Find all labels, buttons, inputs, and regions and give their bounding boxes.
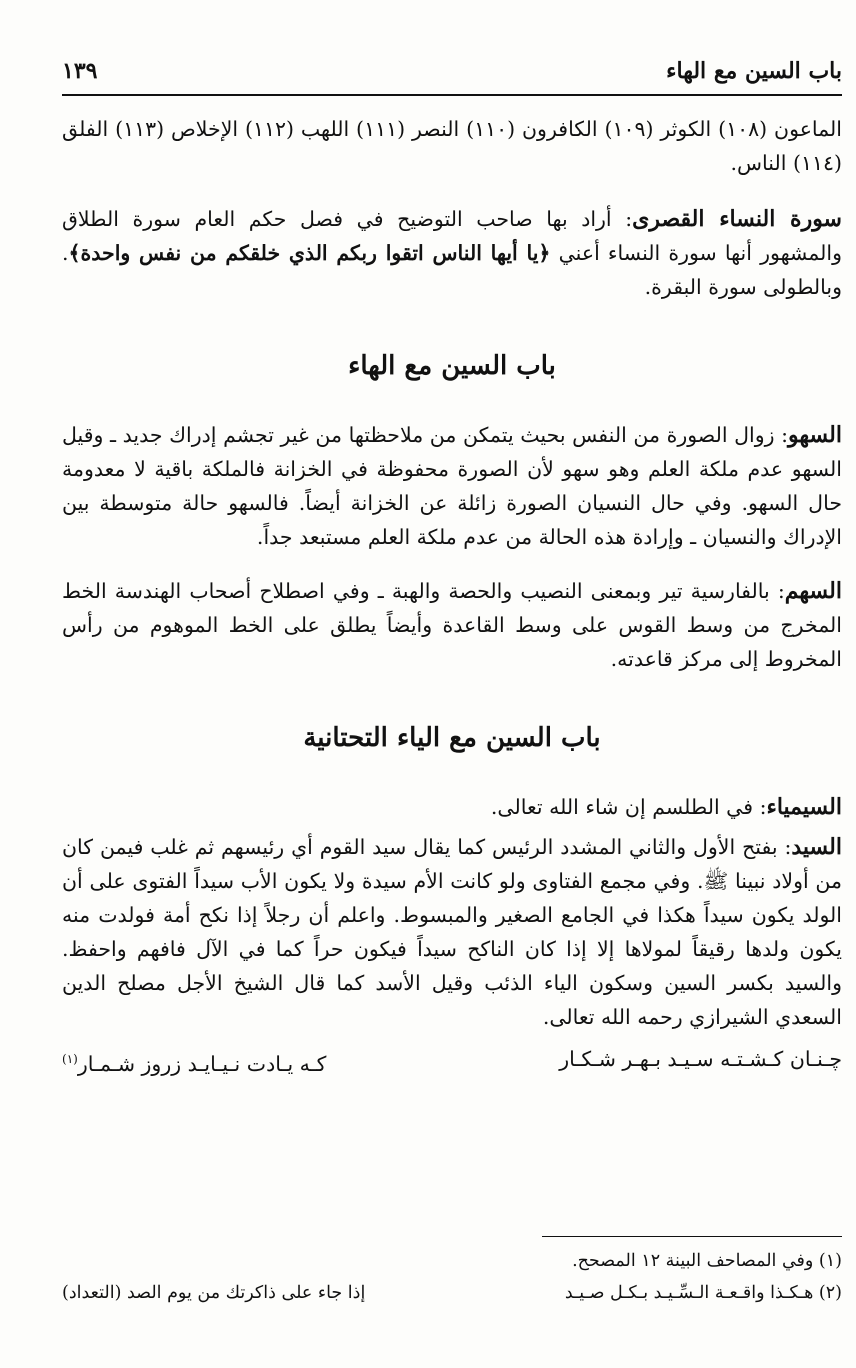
footnotes — [62, 1236, 842, 1309]
page-body — [62, 112, 842, 1081]
running-title: باب السين مع الهاء — [666, 58, 842, 84]
entry-text: . وبالطولى سورة البقرة. — [62, 241, 842, 299]
running-header — [62, 48, 842, 96]
footnote-2 — [62, 1277, 842, 1309]
entry-al-simiya — [62, 790, 842, 824]
poem-verse — [62, 1042, 842, 1081]
entry-term: السهو — [788, 422, 842, 448]
footnote-rule — [542, 1236, 842, 1237]
poem-hemistich — [62, 1042, 326, 1081]
footnote-marker: (١) — [62, 1052, 78, 1066]
poem-hemistich: چـنـان كـشـتـه سـيـد بـهـر شـكـار — [559, 1047, 842, 1071]
entry-al-sayyid — [62, 830, 842, 1034]
entry-text: : بالفارسية تير وبمعنى النصيب والحصة والهبة ـ وفي اصطلاح أصحاب الهندسة الخط المخرج من وسط القوس على وسط القاعدة وأيضاً يطلق على الخط الموهوم من رأس المخروط إلى مركز قاعدته. — [62, 579, 842, 671]
section-heading: باب السين مع الهاء — [348, 351, 556, 381]
section-heading: باب السين مع الياء التحتانية — [303, 723, 601, 753]
footnote-1: (١) وفي المصاحف البينة ١٢ المصحح. — [572, 1251, 842, 1271]
entry-term: السهم — [784, 578, 842, 604]
entry-text: : بفتح الأول والثاني المشدد الرئيس كما يقال سيد القوم أي رئيسهم ثم غلب فيمن كان من أولاد نبينا ﷺ. وفي مجمع الفتاوى ولو كانت الأم سيدة ولا يكون الأب سيداً الفتوى على أن الولد يكون سيداً هكذا في الجامع الصغير والمبسوط. واعلم أن رجلاً إذا نكح أمة فولدت منه يكون ولدها رقيقاً لمولاها إلا إذا كان الناكح سيداً فيكون حراً كما في الآل فافهم واحفظ. والسيد بكسر السين وسكون الياء الذئب وقيل الأسد كما قال الشيخ الأجل مصلح الدين السعدي الشيرازي رحمه الله تعالى. — [62, 835, 842, 1029]
entry-al-sahw — [62, 418, 842, 554]
poem-hemistich-text: كـه يـادت نـيـايـد زروز شـمـار — [77, 1051, 327, 1076]
footnote-2-part1: (٢) هـكـذا واقـعـة الـسِّـيـد بـكـل صـيـد — [564, 1283, 842, 1303]
page-number: ١٣٩ — [62, 58, 98, 84]
entry-term: سورة النساء القصرى — [632, 206, 842, 232]
intro-paragraph: الماعون (١٠٨) الكوثر (١٠٩) الكافرون (١١٠) النصر (١١١) اللهب (١١٢) الإخلاص (١١٣) الفلق (١١٤) الناس. — [62, 117, 842, 175]
quran-quote: ﴿يا أيها الناس اتقوا ربكم الذي خلقكم من نفس واحدة﴾ — [68, 241, 551, 265]
entry-text: : أراد بها صاحب التوضيح في فصل حكم العام سورة الطلاق والمشهور أنها سورة النساء أعني — [62, 207, 843, 265]
entry-al-sahm — [62, 574, 842, 676]
entry-term: السيد — [791, 834, 842, 860]
entry-term: السيمياء — [766, 794, 842, 820]
footnote-2-part2: إذا جاء على ذاكرتك من يوم الصد (التعداد) — [62, 1283, 366, 1303]
entry-text: : في الطلسم إن شاء الله تعالى. — [490, 795, 767, 819]
entry-surat-al-nisa — [62, 202, 842, 304]
entry-text: : زوال الصورة من النفس بحيث يتمكن من ملاحظتها من غير تجشم إدراك جديد ـ وقيل السهو عدم ملكة العلم وهو سهو لأن الصورة محفوظة في الخزانة فالملكة باقية لا معدومة حال السهو. وفي حال النسيان الصورة زائلة عن الخزانة أيضاً. فالسهو حالة متوسطة بين الإدراك والنسيان ـ وإرادة هذه الحالة من عدم ملكة العلم مستبعد جداً. — [62, 423, 842, 549]
